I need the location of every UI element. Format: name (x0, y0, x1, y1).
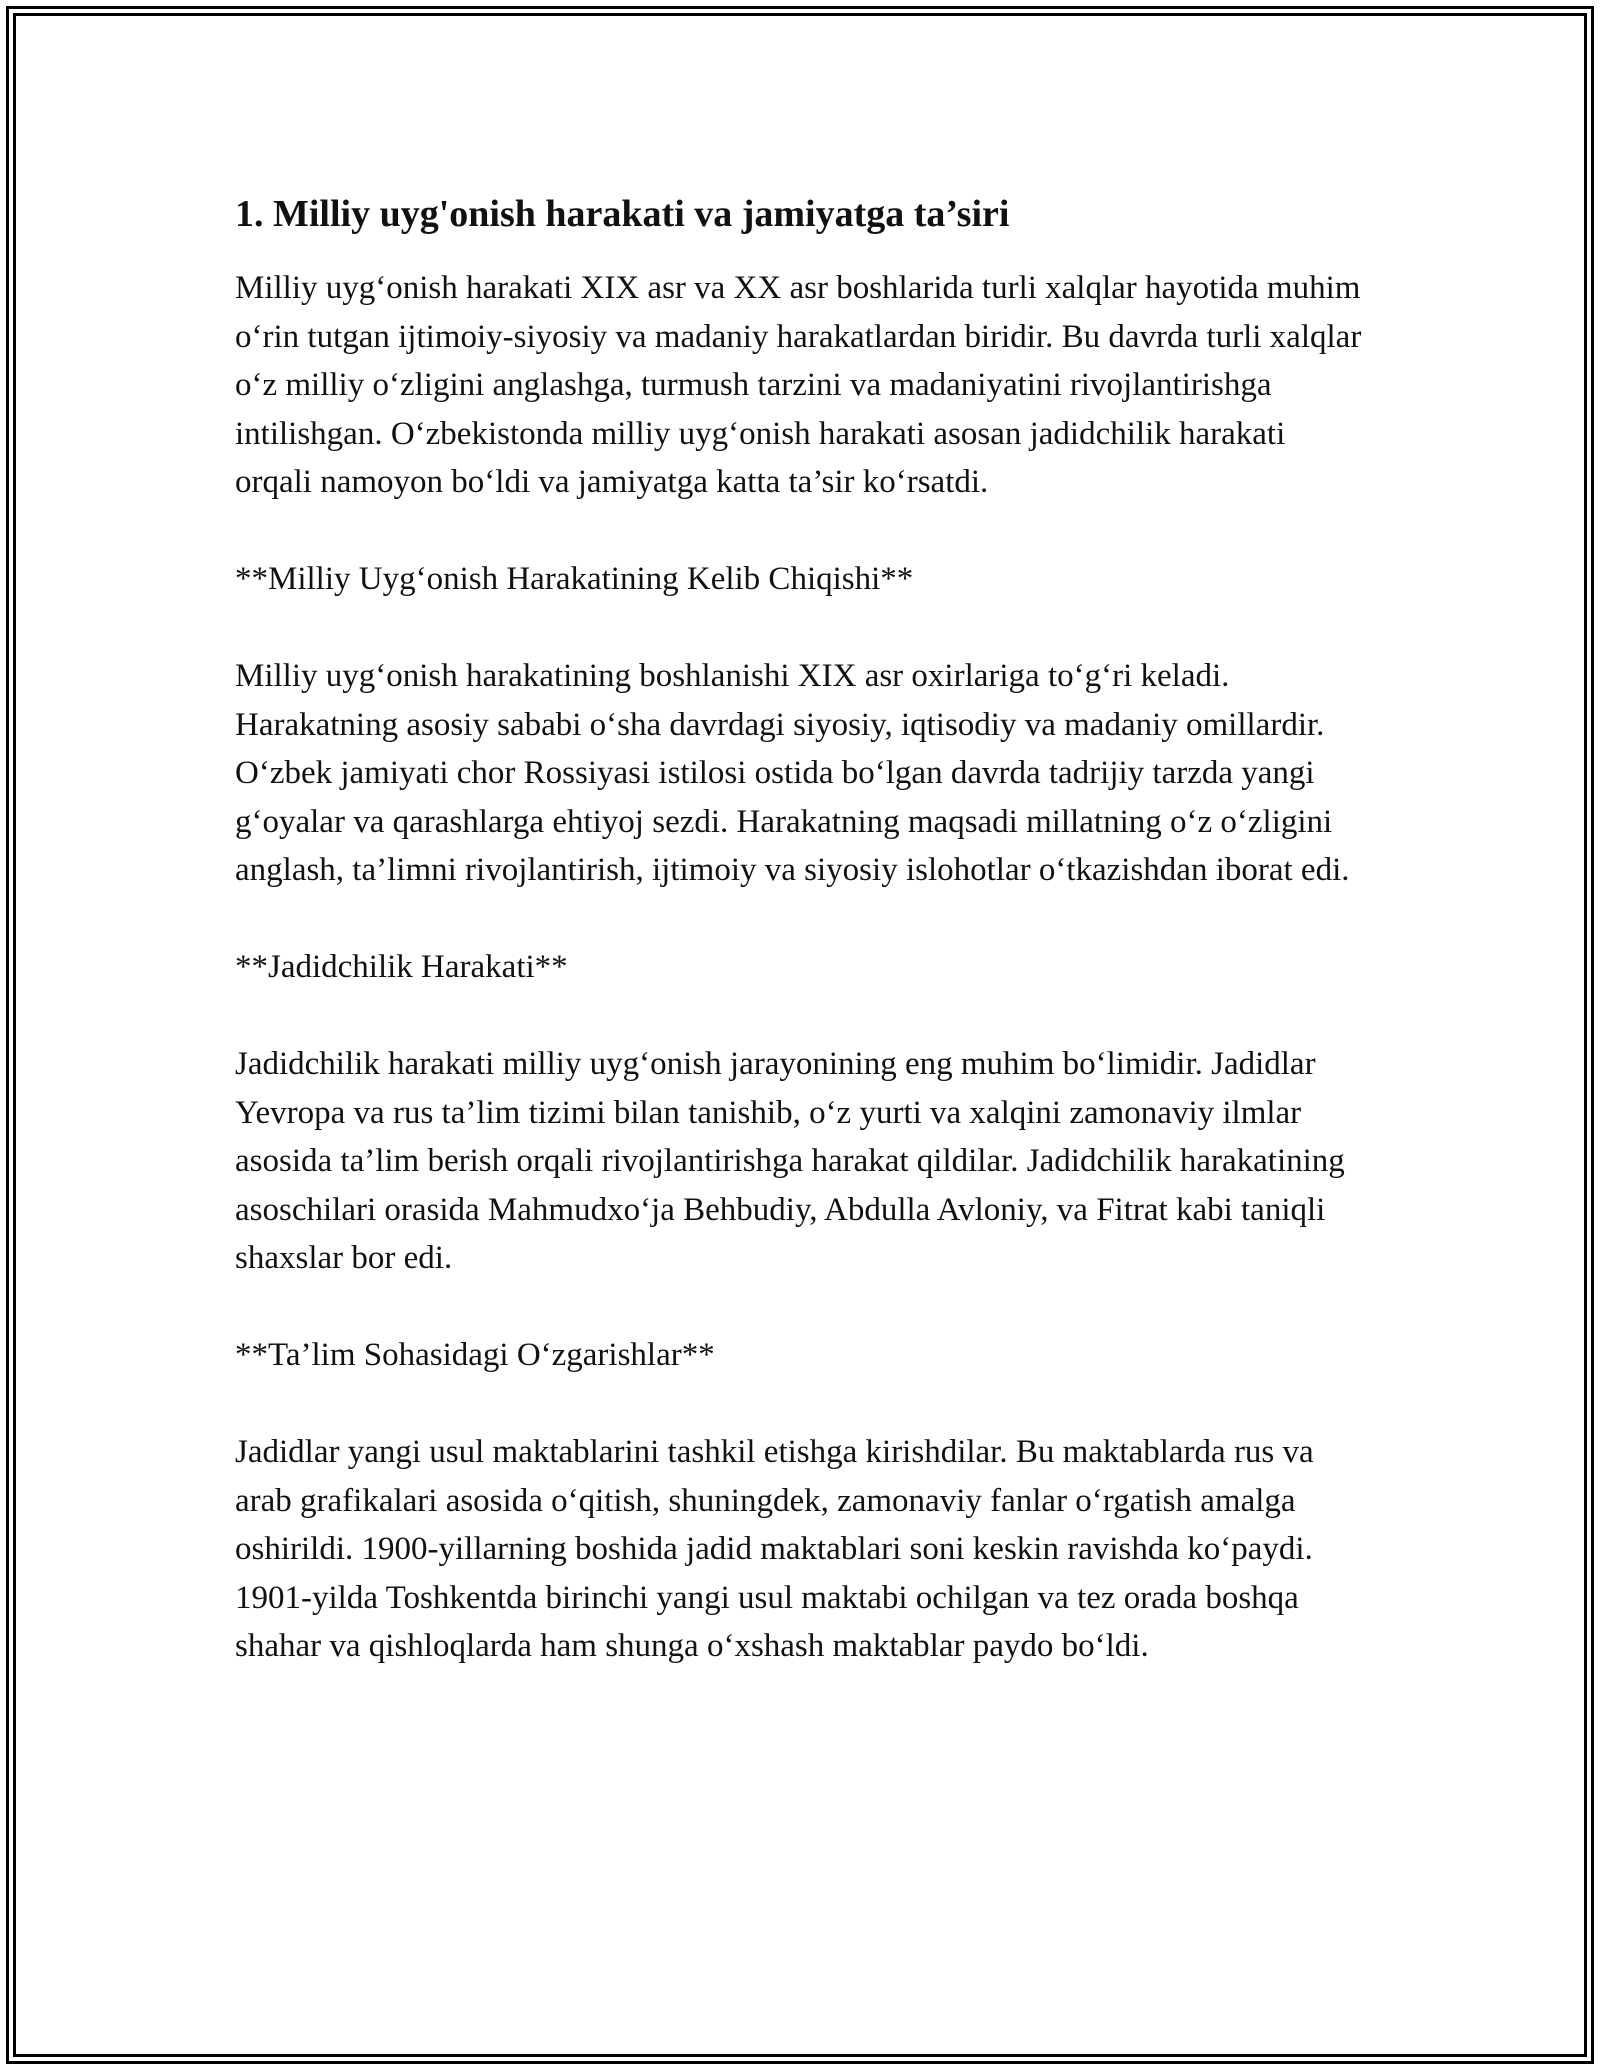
paragraph-gap (235, 1283, 1365, 1332)
paragraph-gap (235, 1380, 1365, 1429)
paragraph-intro: Milliy uyg‘onish harakati XIX asr va XX asr boshlarida turli xalqlar hayotida muhim o‘rin tutgan ijtimoiy-siyosiy va madaniy harakatlardan biridir. Bu davrda turli xalqlar o‘z milliy o‘zligini anglashga, turmush tarzini va madaniyatini rivojlantirishga intilishgan. O‘zbekistonda milliy uyg‘onish harakati asosan jadidchilik harakati orqali namoyon bo‘ldi va jamiyatga katta ta’sir ko‘rsatdi. (235, 270, 1362, 500)
paragraph-origins: Milliy uyg‘onish harakatining boshlanishi XIX asr oxirlariga to‘g‘ri keladi. Harakatning asosiy sababi o‘sha davrdagi siyosiy, iqtisodiy va madaniy omillardir. O‘zbek jamiyati chor Rossiyasi istilosi ostida bo‘lgan davrda tadrijiy tarzda yangi g‘oyalar va qarashlarga ehtiyoj sezdi. Harakatning maqsadi millatning o‘z o‘zligini anglash, ta’limni rivojlantirish, ijtimoiy va siyosiy islohotlar o‘tkazishdan iborat edi. (235, 658, 1350, 888)
document-body (235, 190, 1365, 1671)
paragraph-gap (235, 604, 1365, 653)
paragraph-jadidism: Jadidchilik harakati milliy uyg‘onish jarayonining eng muhim bo‘limidir. Jadidlar Yevropa va rus ta’lim tizimi bilan tanishib, o‘z yurti va xalqini zamonaviy ilmlar asosida ta’lim berish orqali rivojlantirishga harakat qildilar. Jadidchilik harakatining asoschilari orasida Mahmudxo‘ja Behbudiy, Abdulla Avloniy, va Fitrat kabi taniqli shaxslar bor edi. (235, 1046, 1345, 1276)
paragraph-education: Jadidlar yangi usul maktablarini tashkil etishga kirishdilar. Bu maktablarda rus va arab grafikalari asosida o‘qitish, shuningdek, zamonaviy fanlar o‘rgatish amalga oshirildi. 1900-yillarning boshida jadid maktablari soni keskin ravishda ko‘paydi. 1901-yilda Toshkentda birinchi yangi usul maktabi ochilgan va tez orada boshqa shahar va qishloqlarda ham shunga o‘xshash maktablar paydo bo‘ldi. (235, 1434, 1314, 1664)
paragraph-gap (235, 507, 1365, 556)
subheading-origins: **Milliy Uyg‘onish Harakatining Kelib Chiqishi** (235, 561, 914, 597)
paragraph-gap (235, 895, 1365, 944)
subheading-jadidism: **Jadidchilik Harakati** (235, 949, 568, 985)
paragraph-gap (235, 992, 1365, 1041)
subheading-education: **Ta’lim Sohasidagi O‘zgarishlar** (235, 1337, 715, 1373)
section-title: 1. Milliy uyg'onish harakati va jamiyatga ta’siri (235, 193, 1010, 235)
